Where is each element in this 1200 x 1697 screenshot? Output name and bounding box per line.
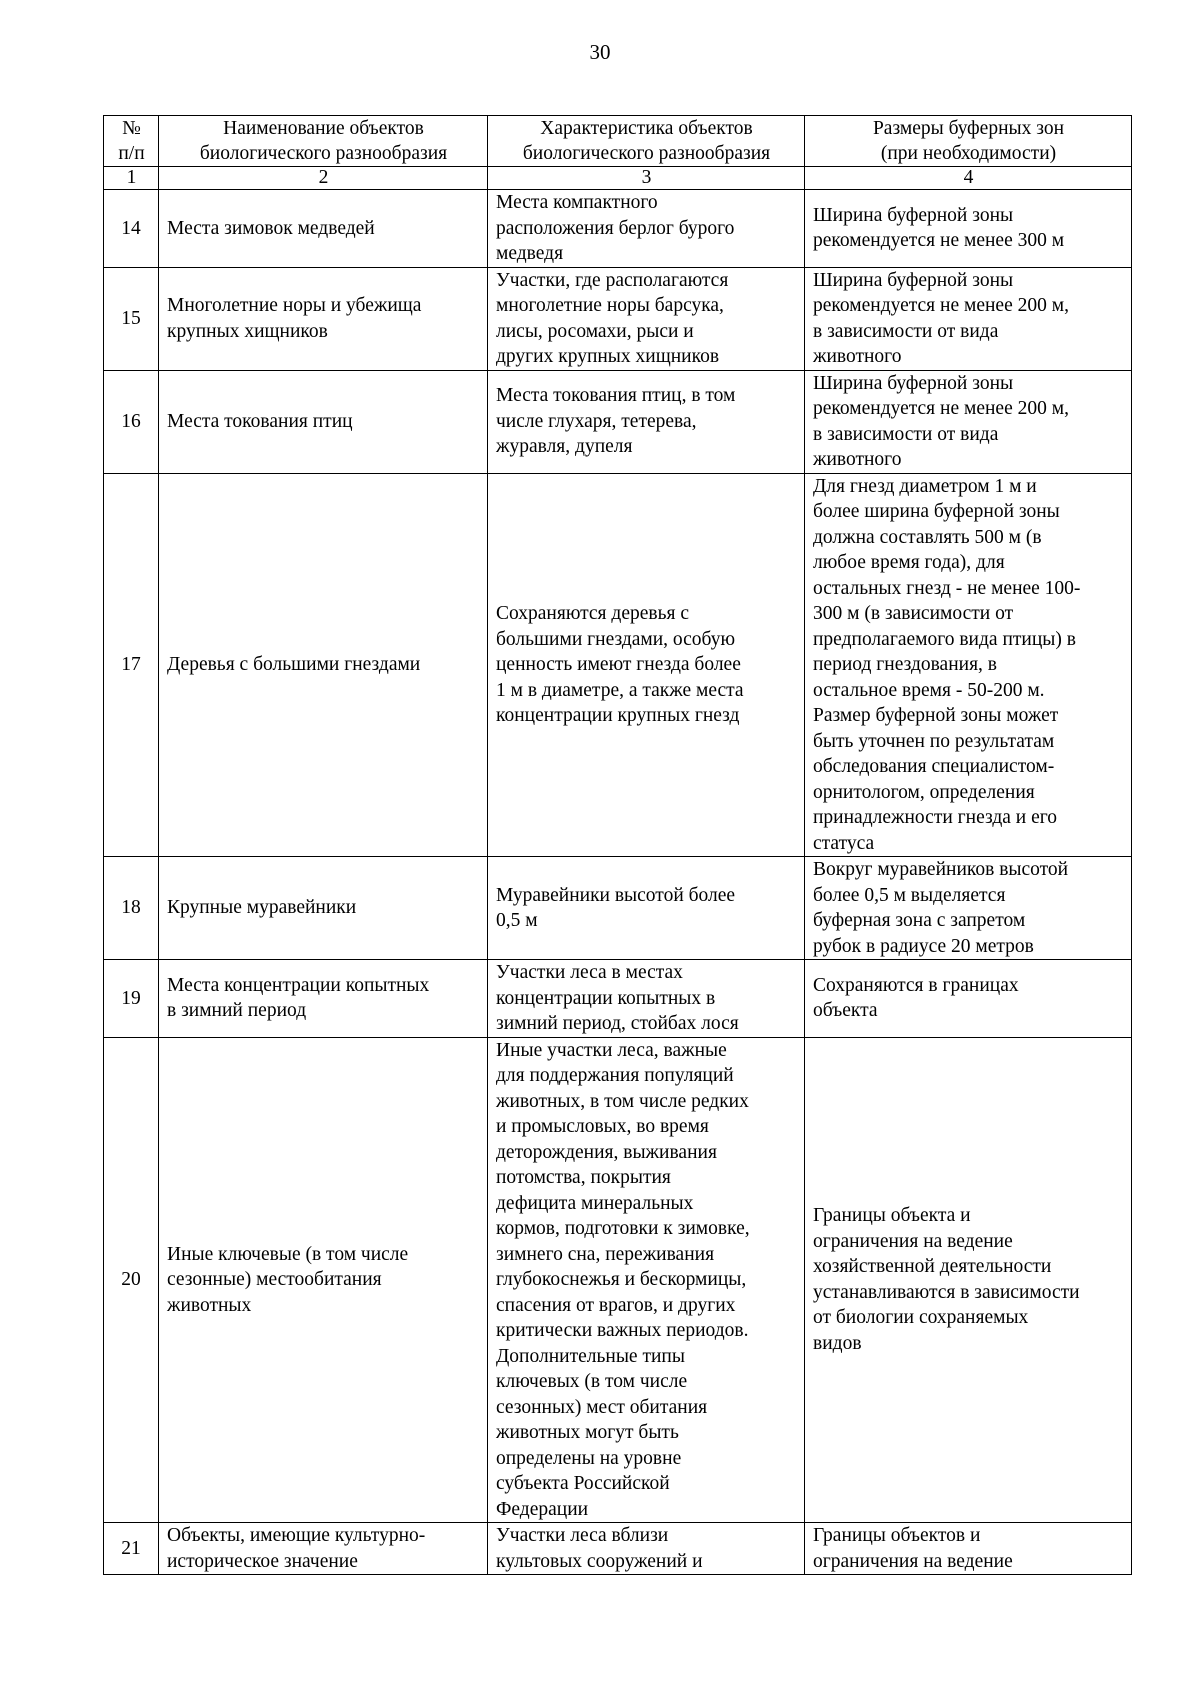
header-object-name: Наименование объектов биологического разнообразия [159,116,488,167]
column-numbers-row [104,167,1132,190]
object-name: Иные ключевые (в том числе сезонные) местообитания животных [159,1037,488,1523]
object-name: Крупные муравейники [159,857,488,960]
table-row [104,267,1132,370]
object-name: Деревья с большими гнездами [159,473,488,857]
column-number: 3 [488,167,805,190]
row-number: 21 [104,1523,159,1575]
table-header [104,116,1132,190]
row-number: 15 [104,267,159,370]
row-number: 20 [104,1037,159,1523]
object-name: Многолетние норы и убежища крупных хищников [159,267,488,370]
buffer-zone-size: Границы объекта и ограничения на ведение хозяйственной деятельности устанавливаются в зависимости от биологии сохраняемых видов [805,1037,1132,1523]
row-number: 18 [104,857,159,960]
object-characteristic: Места токования птиц, в том числе глухаря, тетерева, журавля, дупеля [488,370,805,473]
object-characteristic: Сохраняются деревья с большими гнездами, особую ценность имеют гнезда более 1 м в диаметре, а также места концентрации крупных гнезд [488,473,805,857]
table-body [104,190,1132,1575]
header-row [104,116,1132,167]
object-characteristic: Участки леса вблизи культовых сооружений и [488,1523,805,1575]
buffer-zone-size: Ширина буферной зоны рекомендуется не менее 300 м [805,190,1132,268]
column-number: 2 [159,167,488,190]
row-number: 19 [104,960,159,1038]
object-name: Объекты, имеющие культурно- историческое значение [159,1523,488,1575]
header-buffer-size: Размеры буферных зон (при необходимости) [805,116,1132,167]
header-characteristic: Характеристика объектов биологического разнообразия [488,116,805,167]
object-characteristic: Места компактного расположения берлог бурого медведя [488,190,805,268]
table-row [104,857,1132,960]
page-number: 30 [589,40,611,64]
buffer-zone-size: Ширина буферной зоны рекомендуется не менее 200 м, в зависимости от вида животного [805,267,1132,370]
buffer-zone-size: Сохраняются в границах объекта [805,960,1132,1038]
buffer-zone-size: Ширина буферной зоны рекомендуется не менее 200 м, в зависимости от вида животного [805,370,1132,473]
object-name: Места токования птиц [159,370,488,473]
header-number: № п/п [104,116,159,167]
object-characteristic: Муравейники высотой более 0,5 м [488,857,805,960]
biodiversity-table [103,115,1132,1575]
row-number: 16 [104,370,159,473]
table-row [104,473,1132,857]
object-name: Места концентрации копытных в зимний период [159,960,488,1038]
object-characteristic: Участки леса в местах концентрации копытных в зимний период, стойбах лося [488,960,805,1038]
column-number: 4 [805,167,1132,190]
table-row [104,960,1132,1038]
table-row [104,1037,1132,1523]
object-characteristic: Участки, где располагаются многолетние норы барсука, лисы, росомахи, рыси и других крупных хищников [488,267,805,370]
row-number: 17 [104,473,159,857]
row-number: 14 [104,190,159,268]
column-number: 1 [104,167,159,190]
buffer-zone-size: Для гнезд диаметром 1 м и более ширина буферной зоны должна составлять 500 м (в любое время года), для остальных гнезд - не менее 100- 300 м (в зависимости от предполагаемого вида птицы) в период гнездования, в остальное время - 50-200 м. Размер буферной зоны может быть уточнен по результатам обследования специалистом- орнитологом, определения принадлежности гнезда и его статуса [805,473,1132,857]
object-name: Места зимовок медведей [159,190,488,268]
table-row [104,370,1132,473]
buffer-zone-size: Границы объектов и ограничения на ведение [805,1523,1132,1575]
buffer-zone-size: Вокруг муравейников высотой более 0,5 м выделяется буферная зона с запретом рубок в радиусе 20 метров [805,857,1132,960]
table-row [104,190,1132,268]
object-characteristic: Иные участки леса, важные для поддержания популяций животных, в том числе редких и промысловых, во время деторождения, выживания потомства, покрытия дефицита минеральных кормов, подготовки к зимовке, зимнего сна, переживания глубокоснежья и бескормицы, спасения от врагов, и других критически важных периодов. Дополнительные типы ключевых (в том числе сезонных) мест обитания животных могут быть определены на уровне субъекта Российской Федерации [488,1037,805,1523]
table-row [104,1523,1132,1575]
